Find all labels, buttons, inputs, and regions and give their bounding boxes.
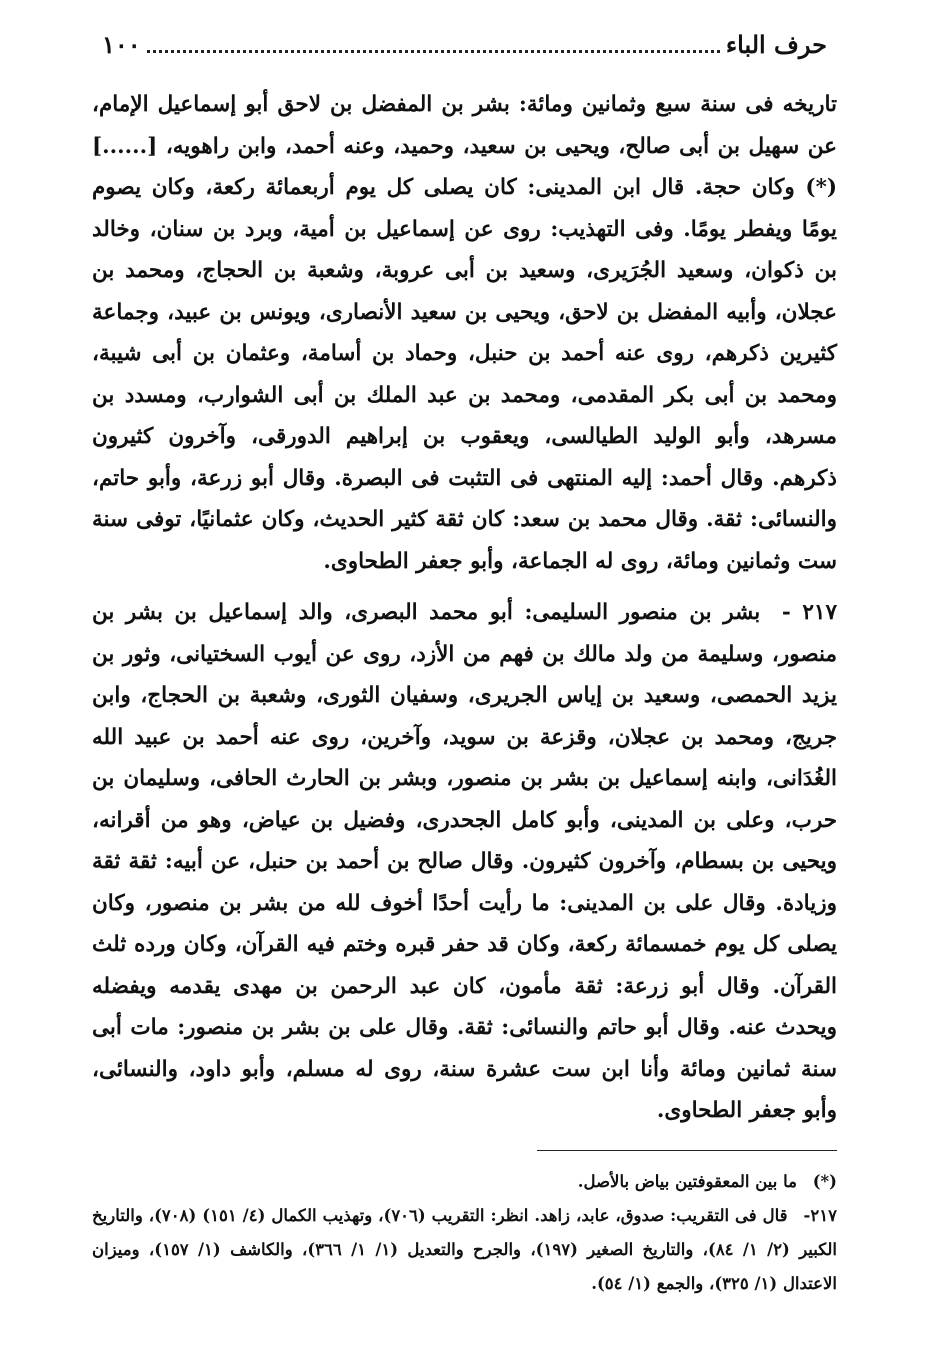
footnote: [92, 1199, 837, 1301]
book-page: [92, 30, 837, 1301]
leader-dots: [147, 49, 720, 53]
footnote-mark: ٢١٧-: [803, 1205, 837, 1225]
footnote-mark: (*): [812, 1171, 837, 1191]
running-title: حرف الباء: [725, 30, 827, 59]
paragraph-continued: [92, 84, 837, 582]
footnote-text: قال فى التقريب: صدوق، عابد، زاهد. انظر: التقريب (٧٠٦)، وتهذيب الكمال (٤/ ١٥١) (٧٠٨)، والتاريخ الكبير (٢/ ١/ ٨٤)، والتاريخ الصغير (١٩٧)، والجرح والتعديل (١/ ١/ ٣٦٦)، والكاشف (١/ ١٥٧)، وميزان الاعتدال (١/ ٣٢٥)، والجمع (١/ ٥٤).: [92, 1205, 837, 1293]
footnote-text: ما بين المعقوفتين بياض بالأصل.: [577, 1171, 797, 1191]
paragraph-text: بشر بن منصور السليمى: أبو محمد البصرى، والد إسماعيل بن بشر بن منصور، وسليمة من ولد مالك بن فهم من الأزد، روى عن أيوب السختيانى، وثور بن يزيد الحمصى، وسعيد بن إياس الجريرى، وسفيان الثورى، وشعبة بن الحجاج، وابن جريج، ومحمد بن عجلان، وقزعة بن سويد، وآخرين، روى عنه أحمد بن عبيد الله الغُدَانى، وابنه إسماعيل بن بشر بن منصور، وبشر بن الحارث الحافى، وسليمان بن حرب، وعلى بن المدينى، وأبو كامل الجحدرى، وفضيل بن عياض، وهو من أقرانه، ويحيى بن بسطام، وآخرون كثيرون. وقال صالح بن أحمد بن حنبل، عن أبيه: ثقة ثقة وزيادة. وقال على بن المدينى: ما رأيت أحدًا أخوف لله من بشر بن منصور، وكان يصلى كل يوم خمسمائة ركعة، وكان قد حفر قبره وختم فيه القرآن، وكان ورده ثلث القرآن. وقال أبو زرعة: ثقة مأمون، كان عبد الرحمن بن مهدى يقدمه ويفضله ويحدث عنه. وقال أبو حاتم والنسائى: ثقة. وقال على بن بشر بن منصور: مات أبى سنة ثمانين ومائة وأنا ابن ست عشرة سنة، روى له مسلم، وأبو داود، والنسائى، وأبو جعفر الطحاوى.: [92, 600, 837, 1123]
footnote-divider: [537, 1150, 837, 1151]
page-number: ١٠٠: [102, 30, 141, 59]
page-header: [92, 30, 837, 70]
footnotes: [92, 1165, 837, 1301]
footnote: [92, 1165, 837, 1199]
paragraph-text: تاريخه فى سنة سبع وثمانين ومائة: بشر بن المفضل بن لاحق أبو إسماعيل الإمام، عن سهيل بن أبى صالح، ويحيى بن سعيد، وحميد، وعنه أحمد، وابن راهويه، [......](*) وكان حجة. قال ابن المدينى: كان يصلى كل يوم أربعمائة ركعة، وكان يصوم يومًا ويفطر يومًا. وفى التهذيب: روى عن إسماعيل بن أمية، وبرد بن سنان، وخالد بن ذكوان، وسعيد الجُرَيرى، وسعيد بن أبى عروبة، وشعبة بن الحجاج، ومحمد بن عجلان، وأبيه المفضل بن لاحق، ويحيى بن سعيد الأنصارى، ويونس بن عبيد، وجماعة كثيرين ذكرهم، روى عنه أحمد بن حنبل، وحماد بن أسامة، وعثمان بن أبى شيبة، ومحمد بن أبى بكر المقدمى، ومحمد بن عبد الملك بن أبى الشوارب، ومسدد بن مسرهد، وأبو الوليد الطيالسى، ويعقوب بن إبراهيم الدورقى، وآخرون كثيرون ذكرهم. وقال أحمد: إليه المنتهى فى التثبت فى البصرة. وقال أبو زرعة، وأبو حاتم، والنسائى: ثقة. وقال محمد بن سعد: كان ثقة كثير الحديث، وكان عثمانيًا، توفى سنة ست وثمانين ومائة، روى له الجماعة، وأبو جعفر الطحاوى.: [92, 92, 837, 574]
paragraph-entry-217: [92, 592, 837, 1132]
entry-number: ٢١٧ -: [781, 600, 837, 625]
main-text: [92, 84, 837, 1132]
